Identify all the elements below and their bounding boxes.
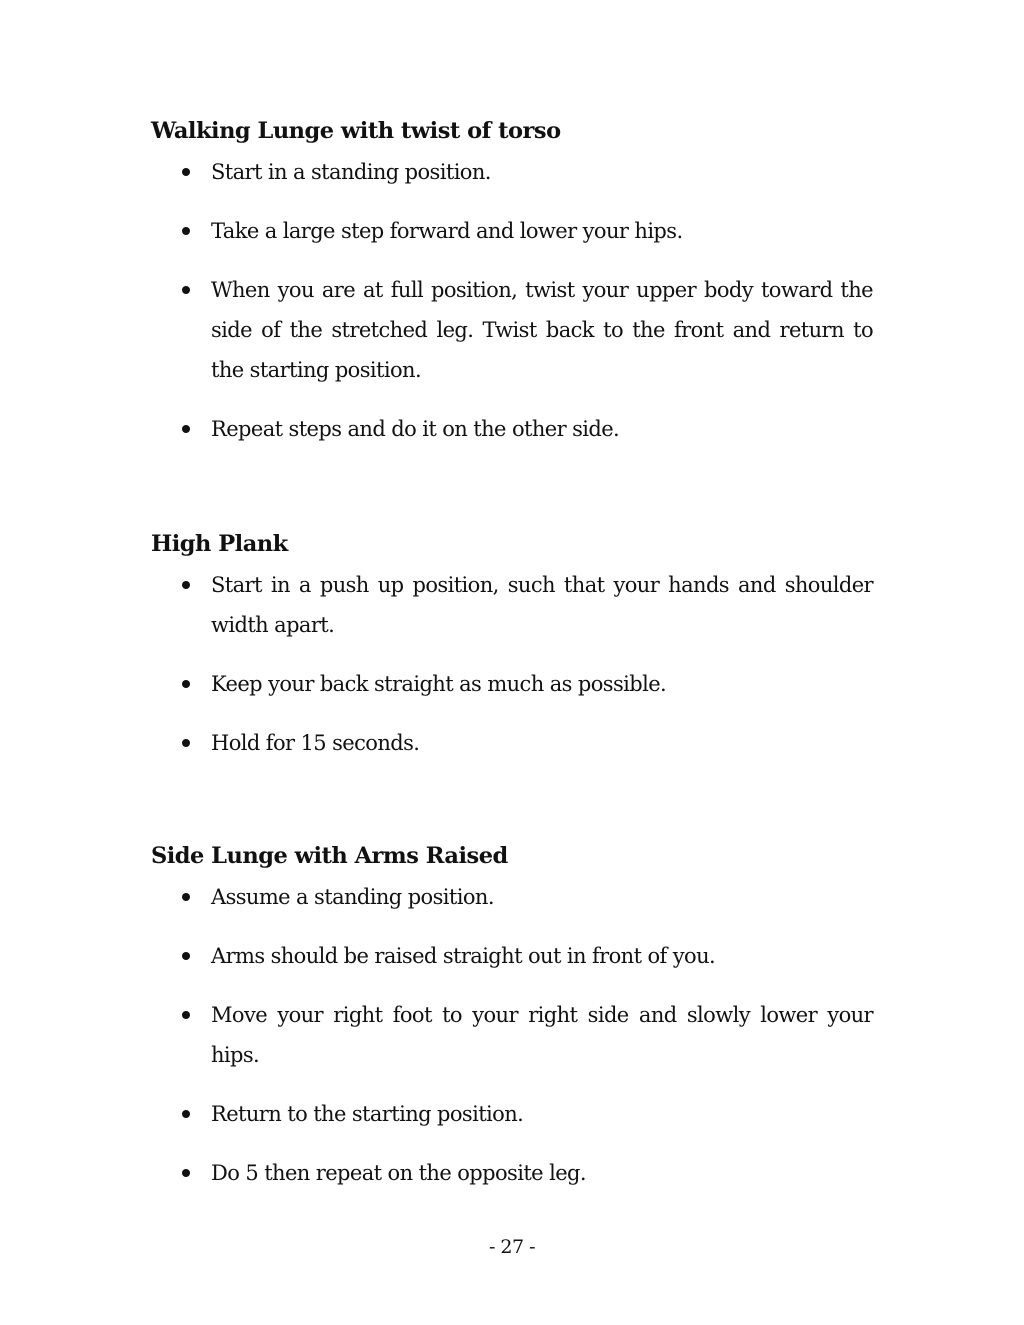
bullet-icon <box>182 739 190 747</box>
list-item-text: Arms should be raised straight out in front of you. <box>211 944 716 968</box>
bullet-icon <box>182 1110 190 1118</box>
bullet-icon <box>182 168 190 176</box>
list-item <box>151 723 873 763</box>
bullet-icon <box>182 952 190 960</box>
list-item <box>151 936 873 976</box>
section-title: Side Lunge with Arms Raised <box>151 843 508 869</box>
bullet-list <box>151 565 873 763</box>
list-item <box>151 565 873 645</box>
bullet-icon <box>182 581 190 589</box>
list-item <box>151 664 873 704</box>
list-item <box>151 1153 873 1193</box>
list-item-text: Hold for 15 seconds. <box>211 731 420 755</box>
list-item <box>151 211 873 251</box>
bullet-icon <box>182 1011 190 1019</box>
section-walking-lunge <box>151 116 873 449</box>
list-item-text: Return to the starting position. <box>211 1102 524 1126</box>
list-item <box>151 152 873 192</box>
list-item-text: Start in a standing position. <box>211 160 491 184</box>
bullet-icon <box>182 1169 190 1177</box>
list-item <box>151 877 873 917</box>
bullet-list <box>151 877 873 1193</box>
bullet-icon <box>182 286 190 294</box>
list-item-text: Move your right foot to your right side and slowly lower your hips. <box>211 1003 873 1067</box>
list-item-text: When you are at full position, twist your upper body toward the side of the stretched leg. Twist back to the front and return to the starting position. <box>211 278 873 382</box>
list-item-text: Do 5 then repeat on the opposite leg. <box>211 1161 586 1185</box>
section-title: Walking Lunge with twist of torso <box>151 118 561 144</box>
list-item <box>151 409 873 449</box>
bullet-icon <box>182 893 190 901</box>
bullet-list <box>151 152 873 449</box>
list-item <box>151 270 873 390</box>
list-item <box>151 995 873 1075</box>
bullet-icon <box>182 425 190 433</box>
section-title: High Plank <box>151 531 288 557</box>
list-item-text: Keep your back straight as much as possible. <box>211 672 667 696</box>
bullet-icon <box>182 227 190 235</box>
section-high-plank <box>151 529 873 763</box>
list-item-text: Repeat steps and do it on the other side. <box>211 417 620 441</box>
list-item-text: Start in a push up position, such that your hands and shoulder width apart. <box>211 573 873 637</box>
section-side-lunge <box>151 841 873 1193</box>
list-item-text: Take a large step forward and lower your hips. <box>211 219 683 243</box>
list-item <box>151 1094 873 1134</box>
bullet-icon <box>182 680 190 688</box>
list-item-text: Assume a standing position. <box>211 885 494 909</box>
page-number: - 27 - <box>488 1236 536 1258</box>
